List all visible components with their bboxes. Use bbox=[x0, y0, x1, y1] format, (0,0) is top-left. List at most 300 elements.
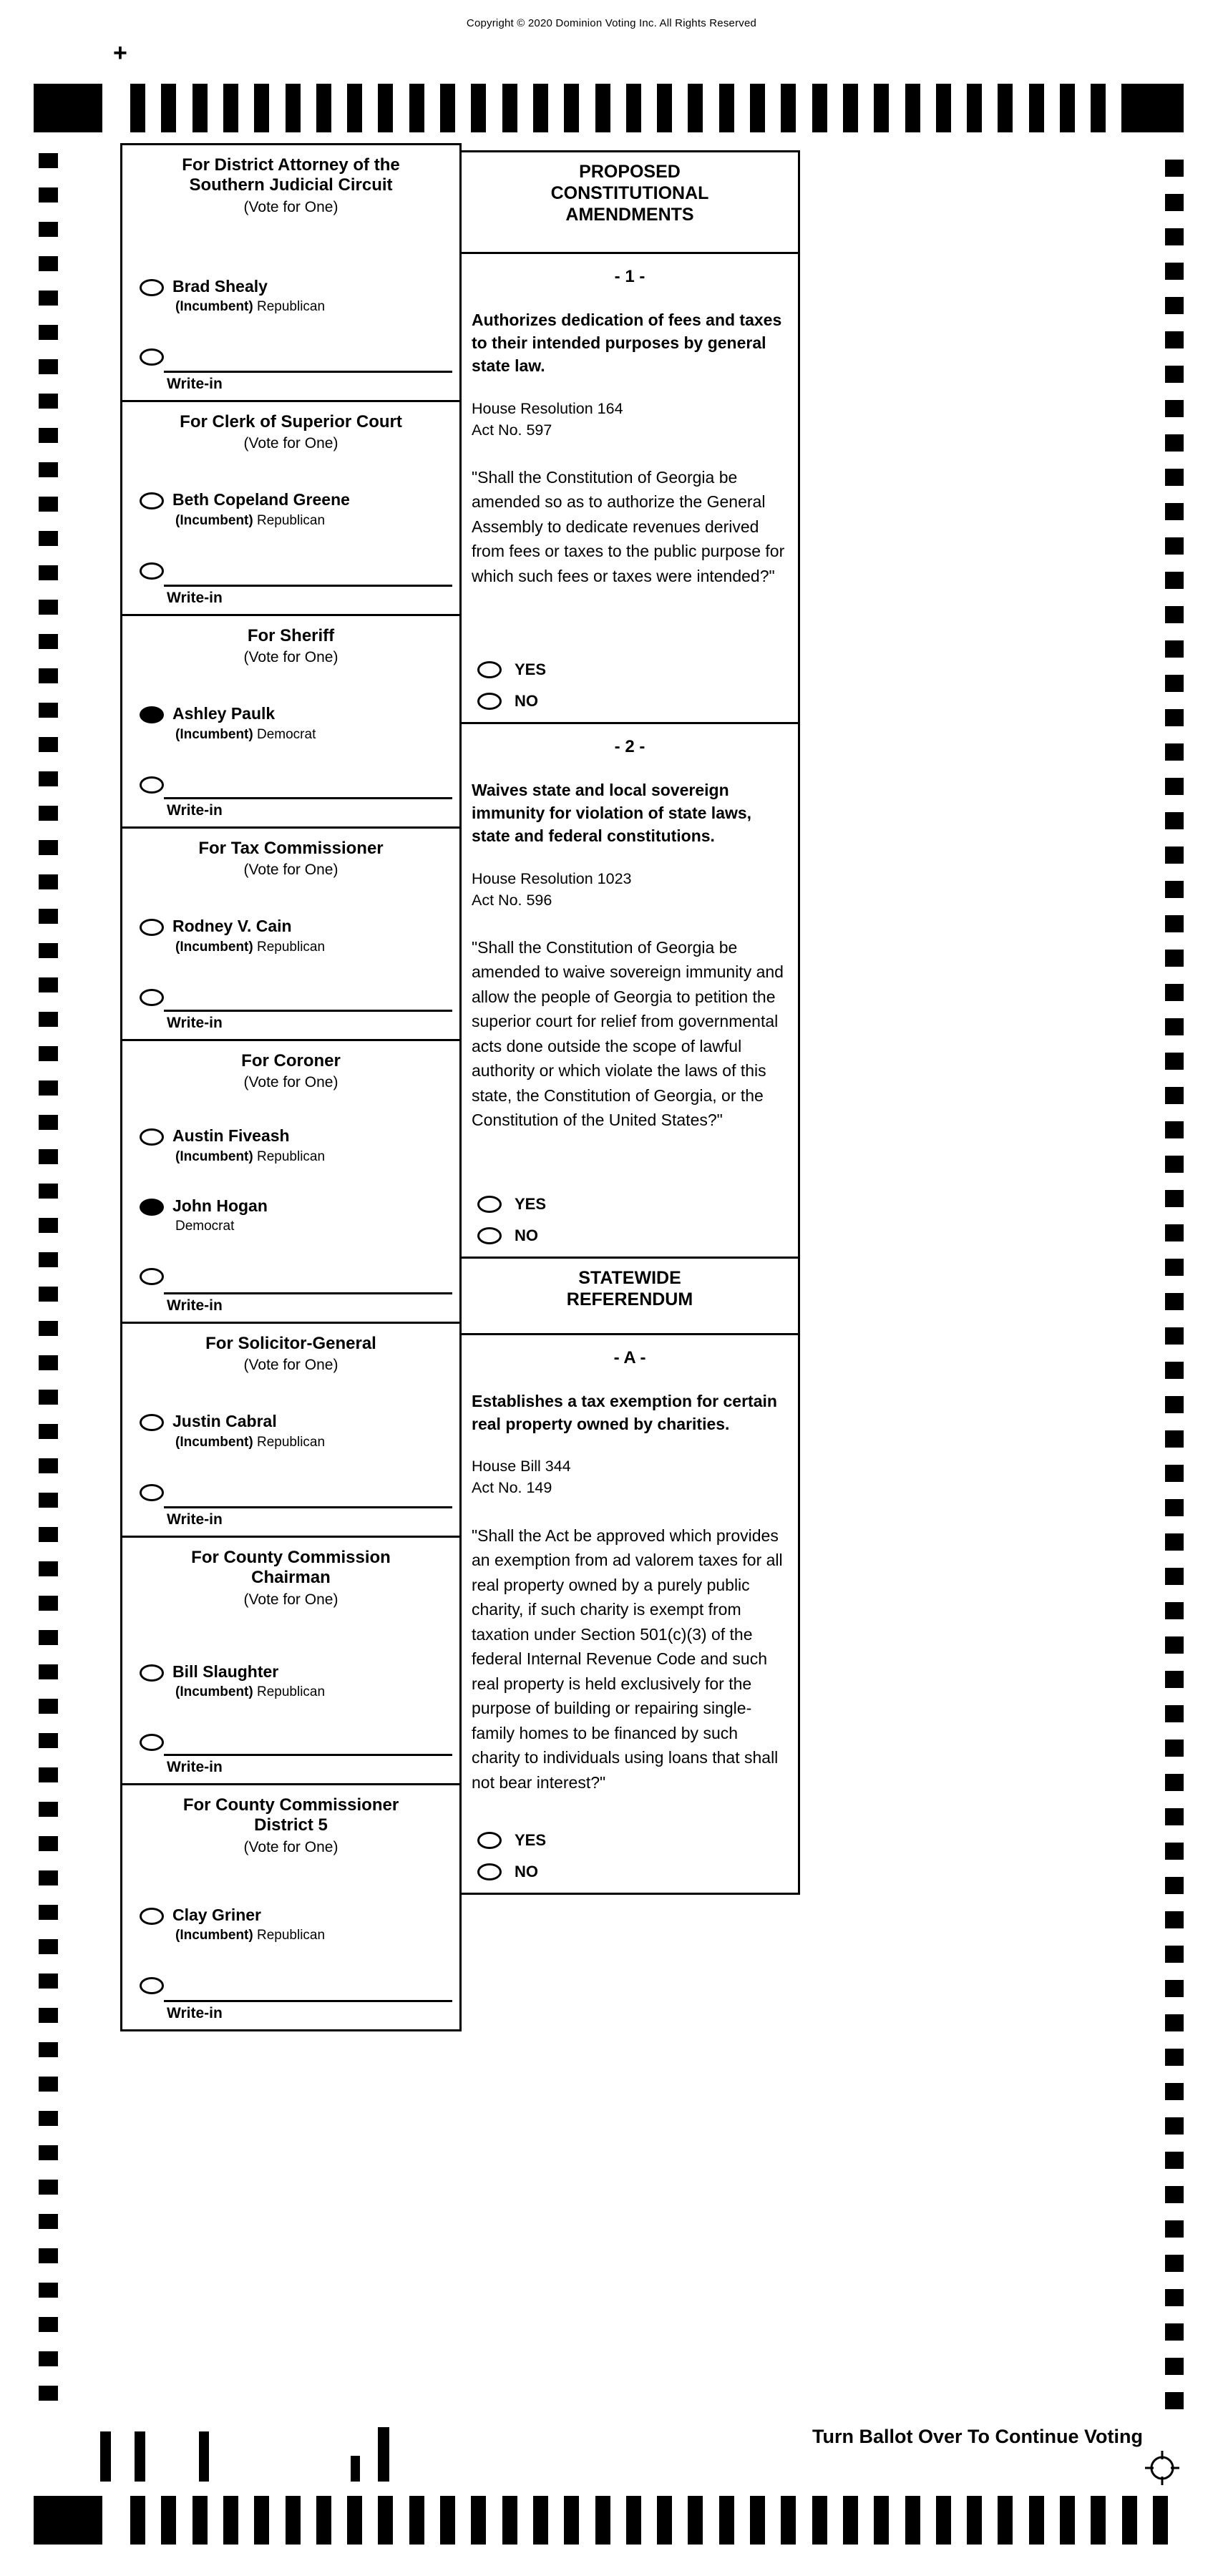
measure-ref-line: Act No. 596 bbox=[472, 891, 552, 909]
timing-bar bbox=[812, 2496, 827, 2545]
timing-mark bbox=[1165, 1293, 1184, 1310]
contest-box bbox=[120, 1783, 462, 2031]
ballot-oval[interactable] bbox=[140, 1484, 164, 1501]
timing-mark bbox=[1165, 1327, 1184, 1345]
measure-box bbox=[459, 722, 800, 1259]
incumbent-label: (Incumbent) bbox=[175, 939, 253, 955]
measures-header-text: PROPOSED CONSTITUTIONAL AMENDMENTS bbox=[550, 162, 709, 225]
timing-mark bbox=[1165, 1259, 1184, 1276]
measures-header-box bbox=[459, 150, 800, 254]
timing-mark bbox=[39, 1905, 58, 1920]
contest-box bbox=[120, 1322, 462, 1538]
candidate-row bbox=[140, 1906, 454, 1943]
vote-for-instruction: (Vote for One) bbox=[243, 1357, 338, 1374]
empty-candidate-row bbox=[140, 1267, 454, 1285]
candidate-row bbox=[140, 491, 454, 528]
timing-mark bbox=[39, 1424, 58, 1439]
candidate-text bbox=[172, 1127, 325, 1164]
contest-title: For Tax Commissioner bbox=[198, 839, 384, 858]
timing-mark bbox=[39, 1630, 58, 1645]
write-in-section bbox=[122, 797, 459, 826]
timing-mark bbox=[39, 2145, 58, 2160]
timing-bar bbox=[936, 2496, 951, 2545]
measure-box bbox=[459, 252, 800, 724]
candidate-name: Beth Copeland Greene bbox=[172, 490, 350, 509]
candidate-text bbox=[172, 1663, 325, 1700]
no-oval[interactable] bbox=[477, 693, 502, 710]
yes-label: YES bbox=[515, 1195, 547, 1213]
party-label: Republican bbox=[257, 512, 326, 528]
timing-mark bbox=[39, 2317, 58, 2332]
timing-mark bbox=[1165, 606, 1184, 623]
incumbent-label: (Incumbent) bbox=[175, 1434, 253, 1450]
contest-title: For District Attorney of the Southern Judicial Circuit bbox=[182, 155, 400, 195]
copyright-text: Copyright © 2020 Dominion Voting Inc. All Rights Reserved bbox=[466, 17, 757, 29]
timing-mark bbox=[39, 1252, 58, 1267]
measure-question: "Shall the Constitution of Georgia be amended so as to authorize the General Assembly to dedicate revenues derived from fees or taxes to the public purpose for which such fees or taxes were intended?" bbox=[472, 467, 785, 585]
timing-mark bbox=[1165, 503, 1184, 520]
empty-candidate-row bbox=[140, 561, 454, 580]
timing-mark bbox=[39, 1493, 58, 1508]
ballot-oval[interactable] bbox=[140, 989, 164, 1006]
measure-box bbox=[459, 1333, 800, 1895]
timing-mark bbox=[39, 531, 58, 546]
write-in-line[interactable] bbox=[164, 1010, 452, 1012]
timing-mark bbox=[1165, 2186, 1184, 2203]
candidate-text bbox=[172, 1197, 268, 1234]
timing-mark bbox=[39, 1355, 58, 1370]
ballot-oval[interactable] bbox=[140, 1977, 164, 1994]
incumbent-label: (Incumbent) bbox=[175, 512, 253, 528]
timing-mark bbox=[39, 1767, 58, 1782]
write-in-line[interactable] bbox=[164, 1754, 452, 1756]
candidate-list bbox=[140, 705, 454, 793]
no-label: NO bbox=[515, 692, 538, 710]
timing-mark bbox=[39, 909, 58, 924]
empty-candidate-row bbox=[140, 775, 454, 794]
timing-mark bbox=[39, 1870, 58, 1885]
timing-mark bbox=[1165, 1740, 1184, 1757]
write-in-line[interactable] bbox=[164, 585, 452, 587]
party-label: Republican bbox=[257, 1684, 326, 1699]
timing-mark bbox=[1165, 469, 1184, 486]
candidate-list bbox=[140, 1127, 454, 1284]
candidate-list bbox=[140, 278, 454, 366]
timing-bar bbox=[440, 2496, 455, 2545]
timing-bar bbox=[193, 2496, 208, 2545]
timing-mark bbox=[39, 565, 58, 580]
timing-mark bbox=[1165, 743, 1184, 761]
write-in-label: Write-in bbox=[167, 1759, 223, 1775]
measure-summary: Establishes a tax exemption for certain real property owned by charities. bbox=[472, 1392, 777, 1434]
timing-bar bbox=[409, 2496, 424, 2545]
timing-mark bbox=[1165, 1774, 1184, 1791]
incumbent-label: (Incumbent) bbox=[175, 1148, 253, 1164]
timing-mark bbox=[39, 222, 58, 237]
timing-bar bbox=[750, 2496, 765, 2545]
vote-for-instruction: (Vote for One) bbox=[243, 1591, 338, 1608]
measures-header-box bbox=[459, 1257, 800, 1335]
incumbent-label: (Incumbent) bbox=[175, 1684, 253, 1699]
ballot-oval[interactable] bbox=[140, 1908, 164, 1925]
measure-question: "Shall the Act be approved which provides an exemption from ad valorem taxes for all real property owned by a purely public charity, if such charity is exempt from taxation under Section 501(c)(3) of the federal Internal Revenue Code and such real property is held exclusively for the purpose of building or repairing single-family homes to be financed by such charity to individuals using loans that shall not bear interest?" bbox=[472, 1526, 783, 1792]
candidate-row bbox=[140, 278, 454, 315]
write-in-label: Write-in bbox=[167, 1297, 223, 1314]
timing-mark bbox=[1165, 263, 1184, 280]
party-label: Democrat bbox=[257, 726, 316, 742]
timing-mark bbox=[39, 1664, 58, 1679]
measure-number: - 2 - bbox=[614, 737, 645, 756]
contest-box bbox=[120, 1536, 462, 1785]
timing-mark bbox=[39, 1733, 58, 1748]
timing-mark bbox=[1165, 366, 1184, 383]
contest-box bbox=[120, 400, 462, 616]
timing-bar bbox=[1029, 2496, 1044, 2545]
candidate-name: Rodney V. Cain bbox=[172, 917, 292, 936]
timing-mark bbox=[1165, 2392, 1184, 2409]
no-oval[interactable] bbox=[477, 1227, 502, 1244]
candidate-list bbox=[140, 491, 454, 579]
candidate-text bbox=[172, 1906, 325, 1943]
timing-mark bbox=[1165, 1224, 1184, 1241]
timing-mark bbox=[1165, 1465, 1184, 1482]
timing-bar bbox=[564, 2496, 579, 2545]
party-label: Republican bbox=[257, 298, 326, 314]
ballot-oval[interactable] bbox=[140, 1268, 164, 1285]
timing-mark bbox=[1165, 1877, 1184, 1894]
candidate-text bbox=[172, 917, 325, 955]
timing-mark bbox=[1165, 2220, 1184, 2238]
timing-mark bbox=[39, 1287, 58, 1302]
timing-mark bbox=[1165, 1636, 1184, 1654]
measures-column bbox=[459, 150, 800, 1895]
timing-mark bbox=[1165, 778, 1184, 795]
timing-mark bbox=[1165, 434, 1184, 452]
ballot-oval[interactable] bbox=[140, 1734, 164, 1751]
timing-mark bbox=[39, 2077, 58, 2092]
timing-bar bbox=[1060, 2496, 1075, 2545]
party-label: Democrat bbox=[175, 1218, 235, 1234]
candidate-party-line bbox=[175, 300, 325, 315]
timing-mark bbox=[39, 1699, 58, 1714]
ballot-oval[interactable] bbox=[140, 1199, 164, 1216]
timing-mark bbox=[39, 703, 58, 718]
timing-mark bbox=[1165, 194, 1184, 211]
write-in-line[interactable] bbox=[164, 2000, 452, 2002]
timing-mark bbox=[39, 497, 58, 512]
timing-bar bbox=[688, 2496, 703, 2545]
timing-bar bbox=[781, 2496, 796, 2545]
write-in-label: Write-in bbox=[167, 2005, 223, 2021]
timing-mark bbox=[1165, 400, 1184, 417]
timing-mark bbox=[1165, 2083, 1184, 2100]
empty-candidate-row bbox=[140, 1732, 454, 1751]
timing-mark bbox=[39, 1390, 58, 1405]
timing-bar bbox=[1122, 2496, 1137, 2545]
timing-mark bbox=[39, 1149, 58, 1164]
write-in-line[interactable] bbox=[164, 797, 452, 799]
timing-mark bbox=[1165, 1705, 1184, 1722]
timing-mark bbox=[1165, 1190, 1184, 1207]
candidate-name: Brad Shealy bbox=[172, 276, 268, 296]
candidate-name: John Hogan bbox=[172, 1196, 268, 1215]
ballot-oval[interactable] bbox=[140, 348, 164, 366]
ballot-oval[interactable] bbox=[140, 279, 164, 296]
timing-mark bbox=[1165, 537, 1184, 555]
empty-candidate-row bbox=[140, 1976, 454, 1994]
candidate-party-line bbox=[175, 1435, 325, 1450]
timing-mark bbox=[39, 977, 58, 992]
timing-mark bbox=[39, 1939, 58, 1954]
measure-question: "Shall the Constitution of Georgia be amended to waive sovereign immunity and allow the people of Georgia to petition the superior court for relief from governmental acts done outside the scope of lawful authority or which violate the laws of this state, the Constitution of Georgia, or the Constitution of the United States?" bbox=[472, 937, 784, 1130]
timing-mark bbox=[39, 1974, 58, 1989]
timing-mark bbox=[1165, 950, 1184, 967]
candidate-party-line bbox=[175, 728, 316, 743]
timing-mark bbox=[1165, 709, 1184, 726]
measure-options bbox=[462, 660, 798, 711]
measure-number: - A - bbox=[613, 1348, 646, 1367]
write-in-section bbox=[122, 2000, 459, 2029]
timing-bar bbox=[595, 2496, 610, 2545]
stub-bar bbox=[351, 2456, 360, 2482]
timing-mark bbox=[1165, 1087, 1184, 1104]
timing-mark bbox=[39, 2351, 58, 2366]
timing-mark bbox=[39, 634, 58, 649]
timing-mark bbox=[1165, 2255, 1184, 2272]
contest-title: For County Commission Chairman bbox=[191, 1548, 391, 1588]
timing-mark bbox=[39, 840, 58, 855]
timing-mark bbox=[39, 1458, 58, 1473]
contest-box bbox=[120, 614, 462, 829]
candidate-row bbox=[140, 917, 454, 955]
yes-oval[interactable] bbox=[477, 1196, 502, 1213]
timing-bar bbox=[998, 2496, 1013, 2545]
timing-bar bbox=[905, 2496, 920, 2545]
timing-bar bbox=[1153, 2496, 1168, 2545]
candidate-party-line bbox=[175, 514, 350, 529]
write-in-line[interactable] bbox=[164, 1506, 452, 1508]
timing-mark bbox=[39, 1802, 58, 1817]
yes-oval[interactable] bbox=[477, 1832, 502, 1849]
empty-candidate-row bbox=[140, 987, 454, 1006]
ballot-oval[interactable] bbox=[140, 562, 164, 580]
candidate-name: Austin Fiveash bbox=[172, 1126, 290, 1146]
party-label: Republican bbox=[257, 1434, 326, 1450]
contest-box bbox=[120, 826, 462, 1041]
timing-bar bbox=[967, 2496, 982, 2545]
timing-mark bbox=[1165, 1533, 1184, 1551]
timing-mark bbox=[1165, 1499, 1184, 1516]
candidate-name: Ashley Paulk bbox=[172, 704, 276, 723]
timing-mark bbox=[39, 737, 58, 752]
candidate-list bbox=[140, 1663, 454, 1751]
measure-number: - 1 - bbox=[614, 267, 645, 286]
incumbent-label: (Incumbent) bbox=[175, 1927, 253, 1943]
ballot-oval[interactable] bbox=[140, 1664, 164, 1682]
timing-mark bbox=[1165, 1362, 1184, 1379]
timing-bar bbox=[286, 2496, 301, 2545]
timing-mark bbox=[1165, 675, 1184, 692]
timing-mark bbox=[39, 771, 58, 786]
candidate-row bbox=[140, 1127, 454, 1164]
contest-title: For Solicitor-General bbox=[205, 1334, 376, 1353]
timing-mark bbox=[39, 1046, 58, 1061]
no-label: NO bbox=[515, 1863, 538, 1880]
timing-mark bbox=[39, 943, 58, 958]
write-in-section bbox=[122, 1010, 459, 1039]
timing-mark bbox=[1165, 160, 1184, 177]
timing-mark bbox=[1165, 640, 1184, 658]
measure-summary: Authorizes dedication of fees and taxes to their intended purposes by general state law. bbox=[472, 311, 782, 376]
write-in-line[interactable] bbox=[164, 371, 452, 373]
measure-ref-line: Act No. 597 bbox=[472, 421, 552, 439]
candidate-text bbox=[172, 1413, 325, 1450]
candidate-row bbox=[140, 705, 454, 742]
timing-mark bbox=[39, 600, 58, 615]
timing-bar bbox=[533, 2496, 548, 2545]
timing-mark bbox=[39, 1321, 58, 1336]
vote-for-instruction: (Vote for One) bbox=[243, 1838, 338, 1855]
write-in-label: Write-in bbox=[167, 590, 223, 606]
candidate-party-line bbox=[175, 1685, 325, 1700]
contest-title: For Sheriff bbox=[247, 626, 335, 645]
write-in-label: Write-in bbox=[167, 802, 223, 819]
candidate-list bbox=[140, 917, 454, 1005]
contest-column bbox=[120, 143, 462, 2031]
timing-mark bbox=[1165, 1396, 1184, 1413]
candidate-text bbox=[172, 491, 350, 528]
stub-number: 51 bbox=[377, 2431, 389, 2444]
measure-ref-line: House Resolution 1023 bbox=[472, 869, 632, 887]
vote-for-instruction: (Vote for One) bbox=[243, 198, 338, 215]
ballot-oval[interactable] bbox=[140, 919, 164, 936]
timing-mark bbox=[1165, 1946, 1184, 1963]
ballot-oval[interactable] bbox=[140, 1414, 164, 1431]
ballot-oval[interactable] bbox=[140, 492, 164, 509]
write-in-label: Write-in bbox=[167, 1511, 223, 1528]
timing-mark bbox=[1165, 847, 1184, 864]
empty-candidate-row bbox=[140, 1483, 454, 1501]
yes-option bbox=[477, 1831, 798, 1850]
timing-mark bbox=[39, 1218, 58, 1233]
timing-mark bbox=[1165, 1911, 1184, 1928]
timing-mark bbox=[1165, 2117, 1184, 2135]
ballot-oval[interactable] bbox=[140, 1128, 164, 1146]
timing-bar bbox=[843, 2496, 858, 2545]
write-in-section bbox=[122, 1754, 459, 1783]
timing-mark bbox=[1165, 915, 1184, 932]
vote-for-instruction: (Vote for One) bbox=[243, 1074, 338, 1091]
timing-mark bbox=[39, 874, 58, 889]
timing-mark bbox=[1165, 1843, 1184, 1860]
timing-mark bbox=[39, 2180, 58, 2195]
vote-for-instruction: (Vote for One) bbox=[243, 649, 338, 666]
timing-mark bbox=[39, 2008, 58, 2023]
timing-mark bbox=[39, 394, 58, 409]
candidate-list bbox=[140, 1906, 454, 1994]
timing-mark bbox=[39, 325, 58, 340]
timing-bar bbox=[223, 2496, 238, 2545]
timing-mark bbox=[39, 806, 58, 821]
vote-for-instruction: (Vote for One) bbox=[243, 862, 338, 879]
timing-bar bbox=[874, 2496, 889, 2545]
timing-mark bbox=[39, 359, 58, 374]
ballot-oval[interactable] bbox=[140, 706, 164, 723]
yes-label: YES bbox=[515, 660, 547, 678]
write-in-section bbox=[122, 585, 459, 614]
timing-mark bbox=[1165, 2049, 1184, 2066]
timing-bar bbox=[161, 2496, 176, 2545]
yes-option bbox=[477, 660, 798, 679]
measure-refs bbox=[462, 1455, 798, 1498]
no-oval[interactable] bbox=[477, 1863, 502, 1880]
no-option bbox=[477, 692, 798, 711]
timing-mark bbox=[1165, 2323, 1184, 2341]
write-in-line[interactable] bbox=[164, 1292, 452, 1294]
timing-mark bbox=[39, 2111, 58, 2126]
timing-mark bbox=[39, 291, 58, 306]
incumbent-label: (Incumbent) bbox=[175, 726, 253, 742]
timing-mark bbox=[1165, 1568, 1184, 1585]
candidate-party-line bbox=[175, 1928, 325, 1943]
yes-option bbox=[477, 1195, 798, 1214]
timing-mark bbox=[39, 1561, 58, 1576]
yes-label: YES bbox=[515, 1831, 547, 1849]
timing-bar bbox=[254, 2496, 269, 2545]
timing-bar bbox=[316, 2496, 331, 2545]
party-label: Republican bbox=[257, 1927, 326, 1943]
party-label: Republican bbox=[257, 1148, 326, 1164]
timing-bar bbox=[502, 2496, 517, 2545]
timing-mark bbox=[1165, 1671, 1184, 1688]
timing-mark bbox=[1165, 2152, 1184, 2169]
timing-mark bbox=[39, 428, 58, 443]
measure-summary: Waives state and local sovereign immunity for violation of state laws, state and federal constitutions. bbox=[472, 781, 752, 846]
yes-oval[interactable] bbox=[477, 661, 502, 678]
candidate-row bbox=[140, 1413, 454, 1450]
timing-mark bbox=[1165, 2289, 1184, 2306]
timing-mark bbox=[39, 1012, 58, 1027]
timing-mark bbox=[1165, 331, 1184, 348]
timing-mark bbox=[1165, 297, 1184, 314]
candidate-row bbox=[140, 1663, 454, 1700]
measure-options bbox=[462, 1195, 798, 1245]
timing-mark bbox=[1165, 812, 1184, 829]
timing-block bbox=[34, 2496, 102, 2545]
timing-mark bbox=[39, 2042, 58, 2057]
write-in-label: Write-in bbox=[167, 376, 223, 392]
candidate-name: Bill Slaughter bbox=[172, 1662, 279, 1681]
measure-refs bbox=[462, 398, 798, 441]
timing-bar bbox=[626, 2496, 641, 2545]
timing-band-bottom bbox=[34, 2496, 1187, 2545]
candidate-party-line bbox=[175, 1150, 325, 1165]
incumbent-label: (Incumbent) bbox=[175, 298, 253, 314]
registration-plus-mark: + bbox=[113, 39, 127, 67]
timing-mark bbox=[1165, 881, 1184, 898]
timing-mark bbox=[39, 1527, 58, 1542]
measures-header-text: STATEWIDE REFERENDUM bbox=[566, 1268, 693, 1309]
candidate-list bbox=[140, 1413, 454, 1501]
timing-bar bbox=[378, 2496, 393, 2545]
measure-ref-line: House Bill 344 bbox=[472, 1458, 571, 1475]
write-in-section bbox=[122, 1292, 459, 1322]
timing-bar bbox=[347, 2496, 362, 2545]
ballot-oval[interactable] bbox=[140, 776, 164, 794]
candidate-party-line bbox=[175, 1219, 268, 1234]
timing-mark bbox=[39, 2386, 58, 2401]
contest-title: For County Commissioner District 5 bbox=[182, 1795, 399, 1835]
